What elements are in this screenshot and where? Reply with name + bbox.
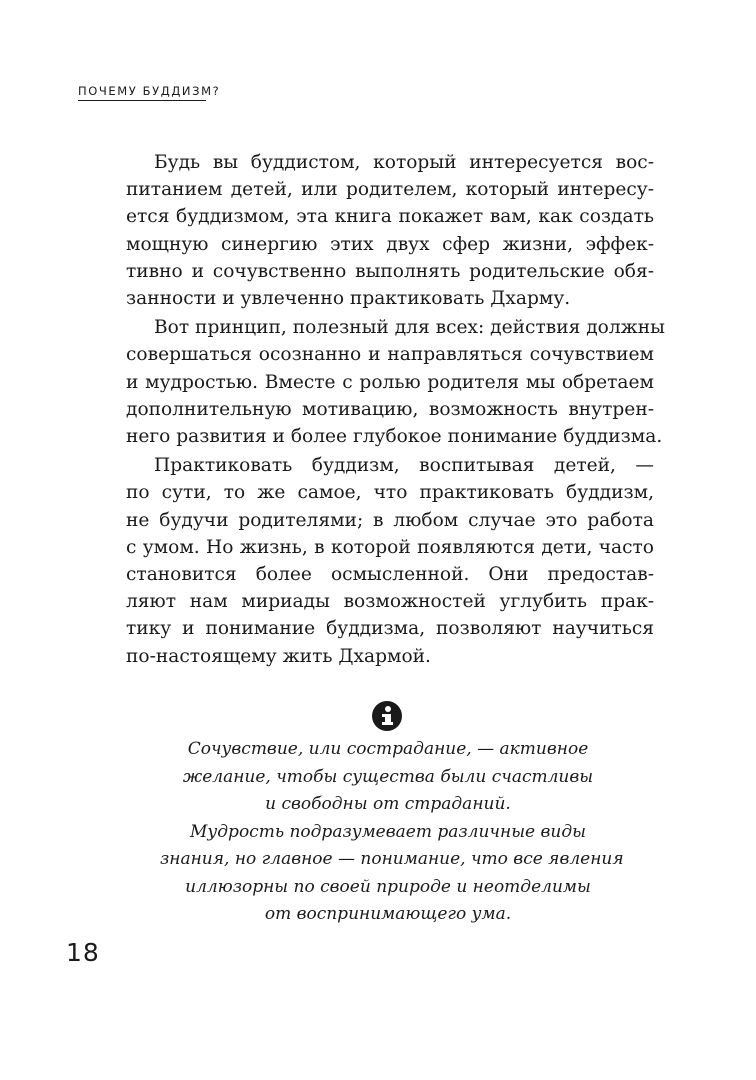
text-line: по-настоящему жить Дхармой. [126, 645, 431, 667]
page-number: 18 [66, 938, 100, 967]
body-text [126, 149, 665, 672]
note-line: желание, чтобы существа были счастливы [182, 766, 594, 787]
text-line: занности и увлеченно практиковать Дхарму. [126, 288, 571, 310]
text-line: ляют нам мириады возможностей углубить прак- [126, 591, 654, 613]
text-line: по сути, то же самое, что практиковать буддизм, [126, 482, 654, 504]
text-line: питанием детей, или родителем, который интересу- [126, 179, 654, 201]
running-head-rule [78, 100, 206, 101]
text-line: с умом. Но жизнь, в которой появляются дети, часто [126, 536, 654, 558]
note-line: Сочувствие, или сострадание, — активное [187, 739, 589, 759]
note-line: и свободны от страданий. [265, 794, 511, 814]
text-line: дополнительную мотивацию, возможность внутрен- [126, 398, 654, 420]
note-line: знания, но главное — понимание, что все явления [160, 849, 624, 869]
text-line: не будучи родителями; в любом случае это работа [126, 509, 654, 531]
text-line: ется буддизмом, эта книга покажет вам, как создать [126, 206, 654, 228]
paragraph-1 [126, 149, 654, 312]
text-line: тику и понимание буддизма, позволяют научиться [126, 618, 654, 640]
note-line: Мудрость подразумевает различные виды [190, 821, 586, 842]
paragraph-3 [126, 452, 654, 670]
note-line: от воспринимающего ума. [264, 904, 512, 924]
info-note [160, 736, 624, 929]
text-line: Вот принцип, полезный для всех: действия должны [154, 317, 665, 339]
running-head: ПОЧЕМУ БУДДИЗМ? [78, 84, 221, 98]
text-line: него развития и более глубокое понимание буддизма. [126, 426, 663, 448]
text-line: мощную синергию этих двух сфер жизни, эффек- [126, 233, 654, 255]
note-line: иллюзорны по своей природе и неотделимы [185, 876, 591, 897]
text-line: становится более осмысленной. Они предостав- [126, 564, 654, 586]
text-line: совершаться осознанно и направляться сочувствием [126, 344, 654, 366]
text-line: Будь вы буддистом, который интересуется вос- [154, 152, 654, 173]
text-line: Практиковать буддизм, воспитывая детей, — [154, 455, 654, 477]
text-line: и мудростью. Вместе с ролью родителя мы обретаем [126, 371, 654, 393]
text-line: тивно и сочувственно выполнять родительские обя- [126, 260, 654, 282]
info-icon [372, 701, 402, 731]
paragraph-2 [126, 314, 665, 450]
